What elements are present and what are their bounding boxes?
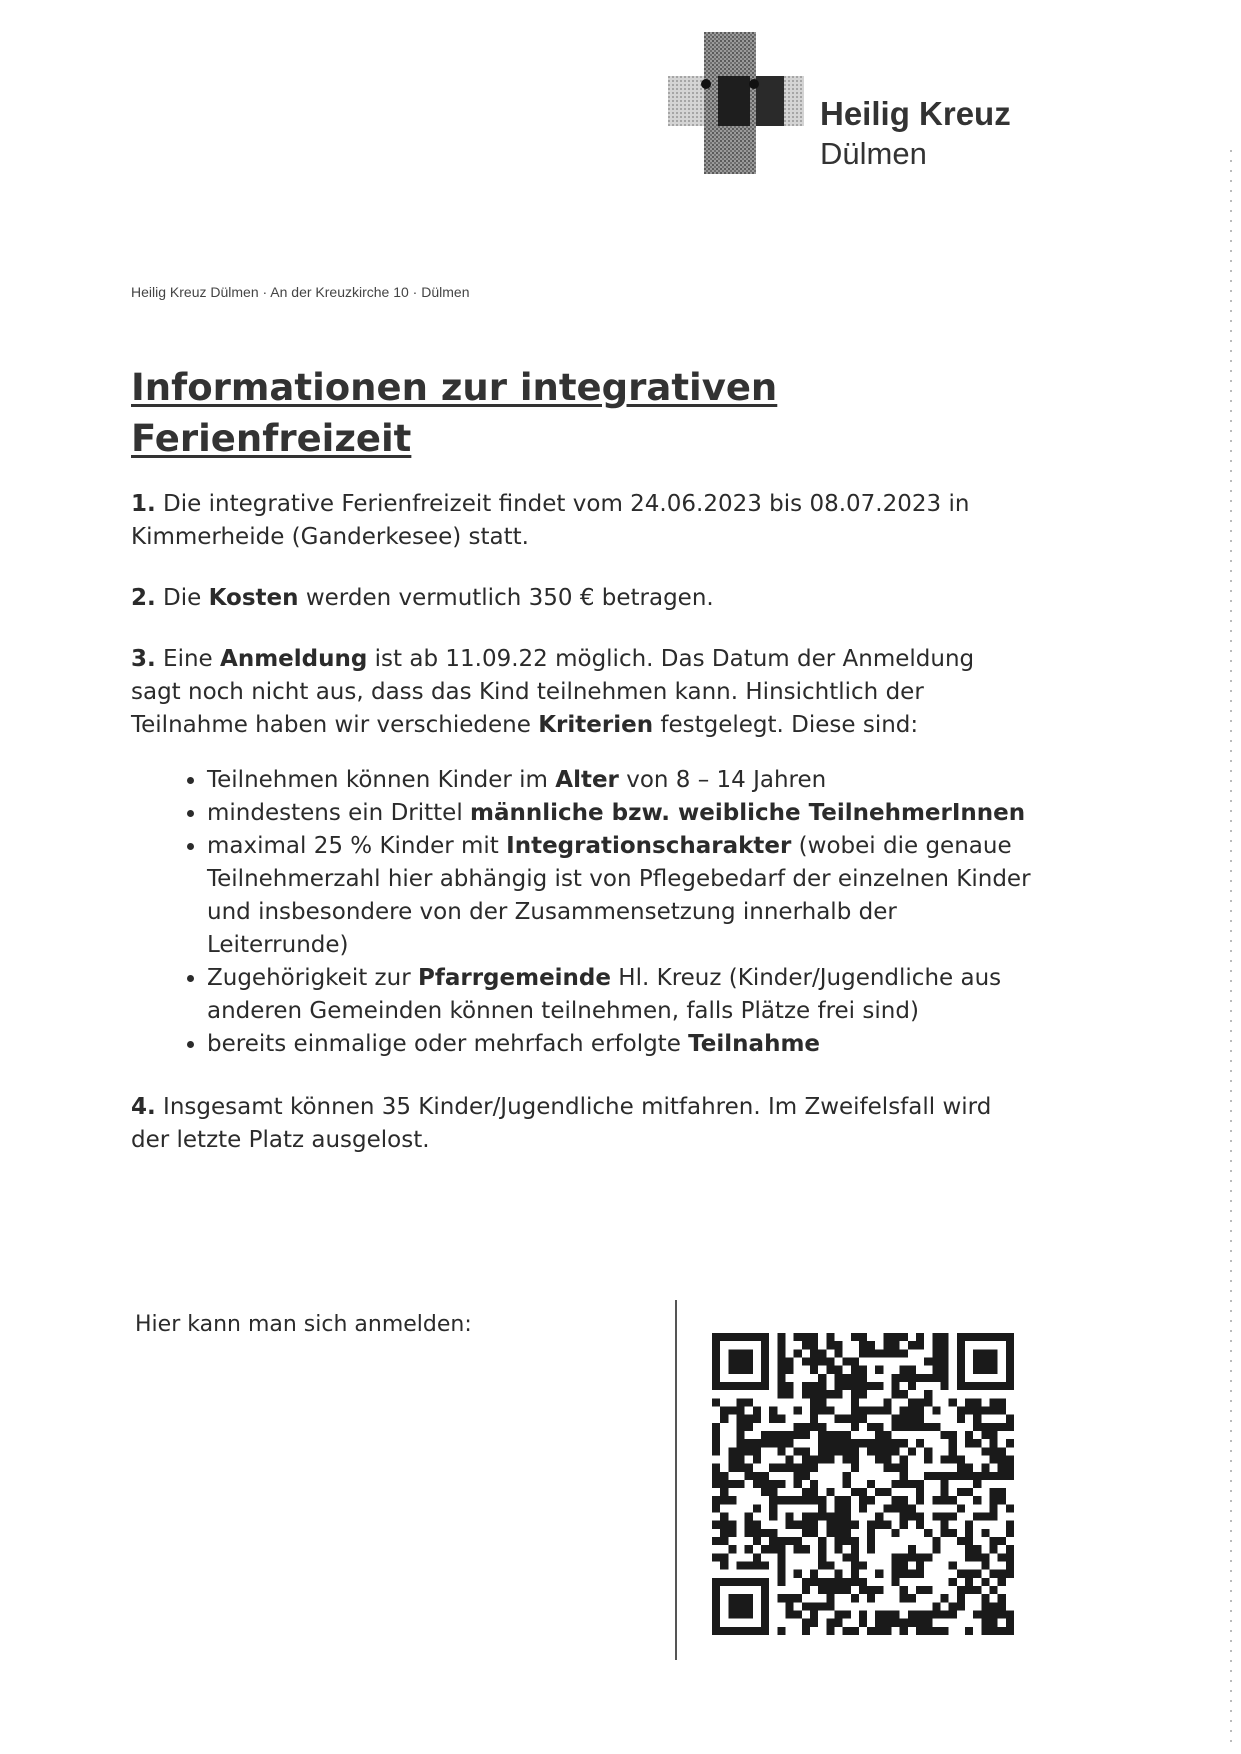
- paragraph-2: [131, 582, 1031, 615]
- paragraph-text: Die integrative Ferienfreizeit findet vom 24.06.2023 bis 08.07.2023 in Kimmerheide (Ganderkesee) statt.: [131, 491, 970, 550]
- paragraph-text: ist ab 11.09.22 möglich. Das Datum der Anmeldung sagt noch nicht aus, dass das Kind teilnehmen kann. Hinsichtlich der Teilnahme haben wir verschiedene: [131, 646, 975, 738]
- document-body: [131, 488, 1031, 1185]
- paragraph-number: 4.: [131, 1094, 156, 1120]
- logo-wordmark: [820, 94, 1011, 174]
- keyword-registration: Anmeldung: [220, 646, 368, 672]
- qr-code-icon[interactable]: [712, 1333, 1014, 1635]
- cross-logo-icon: [668, 32, 804, 174]
- paragraph-number: 3.: [131, 646, 156, 672]
- list-item: • Zugehörigkeit zur Pfarrgemeinde Hl. Kreuz (Kinder/Jugendliche aus anderen Gemeinden können teilnehmen, falls Plätze frei sind): [207, 962, 1031, 1028]
- keyword-criteria: Kriterien: [538, 712, 654, 738]
- list-item: • Teilnehmen können Kinder im Alter von 8 – 14 Jahren: [207, 764, 1031, 797]
- logo-subtitle: Dülmen: [820, 136, 927, 171]
- paragraph-text: werden vermutlich 350 € betragen.: [298, 585, 714, 611]
- list-item: • bereits einmalige oder mehrfach erfolgte Teilnahme: [207, 1028, 1031, 1061]
- sender-address: Heilig Kreuz Dülmen · An der Kreuzkirche 10 · Dülmen: [131, 284, 470, 300]
- document-title: Informationen zur integrativen Ferienfreizeit: [131, 366, 778, 460]
- logo-title: Heilig Kreuz: [820, 95, 1011, 132]
- list-item: • maximal 25 % Kinder mit Integrationscharakter (wobei die genaue Teilnehmerzahl hier abhängig ist von Pflegebedarf der einzelnen Kinder und insbesondere von der Zusammensetzung innerhalb der Leiterrunde): [207, 830, 1031, 962]
- paragraph-number: 1.: [131, 491, 156, 517]
- scan-margin: [1230, 150, 1232, 1750]
- paragraph-4: [131, 1091, 1031, 1157]
- paragraph-text: Eine: [155, 646, 221, 672]
- criteria-list: [131, 764, 1031, 1061]
- keyword-costs: Kosten: [208, 585, 299, 611]
- parish-logo: [668, 32, 1028, 182]
- divider: [675, 1300, 677, 1660]
- paragraph-text: Insgesamt können 35 Kinder/Jugendliche mitfahren. Im Zweifelsfall wird der letzte Platz ausgelost.: [131, 1094, 992, 1153]
- paragraph-text: festgelegt. Diese sind:: [653, 712, 919, 738]
- paragraph-number: 2.: [131, 585, 156, 611]
- qr-modules: [712, 1333, 1014, 1635]
- paragraph-1: [131, 488, 1031, 554]
- list-item: • mindestens ein Drittel männliche bzw. weibliche TeilnehmerInnen: [207, 797, 1031, 830]
- paragraph-3: [131, 643, 1031, 742]
- signup-label: Hier kann man sich anmelden:: [135, 1312, 472, 1337]
- paragraph-text: Die: [155, 585, 209, 611]
